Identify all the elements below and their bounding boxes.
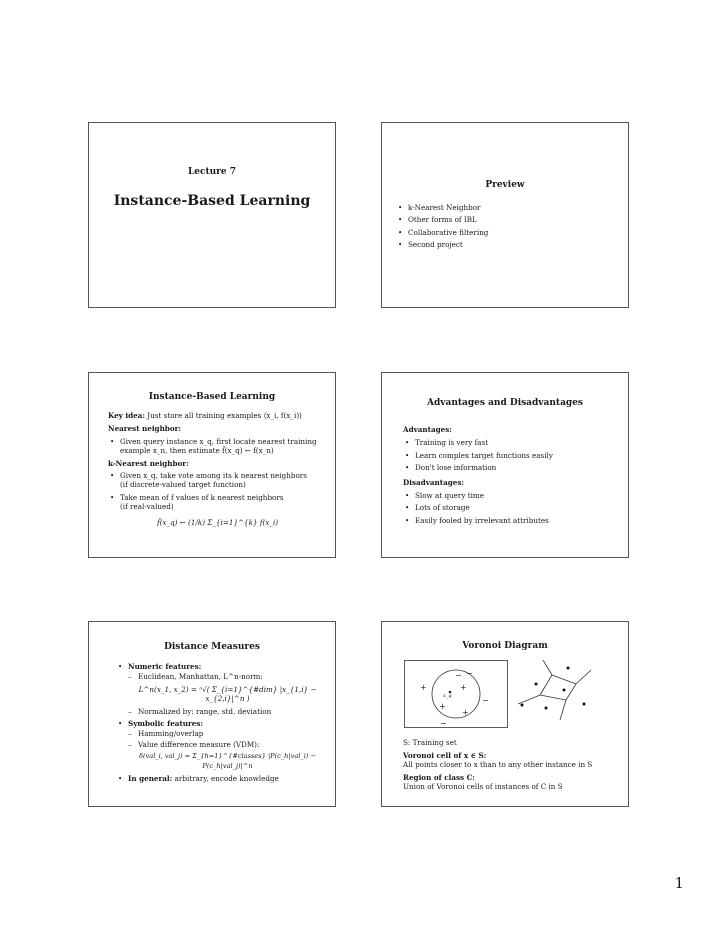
region-text: Union of Voronoi cells of instances of C in S: [403, 782, 563, 791]
point-label: −: [440, 719, 447, 728]
list-item: • Easily fooled by irrelevant attributes: [403, 516, 620, 525]
slide-advantages: [381, 372, 629, 558]
knn-item1-line1: • Given x_q, take vote among its k nearest neighbors: [120, 471, 307, 481]
lecture-number: Lecture 7: [187, 167, 237, 177]
slide-title: Instance-Based Learning: [148, 392, 276, 402]
knn-item2-line2: (if real-valued): [120, 502, 174, 512]
knn-item1-line2: (if discrete-valued target function): [120, 480, 246, 490]
key-idea-label: Key idea:: [108, 411, 145, 420]
region-label: Region of class C:: [403, 773, 475, 782]
list-item: • Don't lose information: [403, 463, 620, 472]
training-set-line: S: Training set: [403, 738, 457, 747]
nn-heading: Nearest neighbor:: [108, 424, 182, 434]
list-item: • Slow at query time: [403, 491, 620, 500]
nn-list: [108, 437, 327, 456]
sub-item: – Euclidean, Manhattan, L^n-norm:: [128, 672, 327, 681]
numeric-heading: • Numeric features:: [128, 662, 202, 671]
list-item: • Lots of storage: [403, 503, 620, 512]
numeric-sublist-2: [128, 707, 327, 716]
distance-list: [116, 662, 327, 783]
voronoi-cell-label: Voronoi cell of x ∈ S:: [403, 751, 487, 760]
query-label: x_q: [443, 693, 452, 699]
slide-body: [108, 411, 327, 527]
point-label: +: [460, 683, 467, 692]
knn-formula: f̂(x_q) ← (1/k) Σ_{i=1}^{k} f(x_i): [156, 517, 279, 527]
slide-voronoi: [381, 621, 629, 807]
list-item: [116, 774, 327, 783]
numeric-sublist: [128, 672, 327, 681]
list-item: [116, 662, 327, 716]
voronoi-cell-text: All points closer to x than to any other instance in S: [403, 760, 593, 769]
slide-body: [116, 662, 327, 786]
point-label: −: [455, 671, 462, 680]
list-item: • k-Nearest Neighbor: [396, 203, 618, 212]
list-item: [116, 719, 327, 771]
knn-heading: k-Nearest neighbor:: [108, 458, 189, 468]
slide-instance-based-learning: [88, 372, 336, 558]
sub-item: – Hamming/overlap: [128, 729, 327, 738]
slide-distance-measures: [88, 621, 336, 807]
point-label: +: [420, 683, 427, 692]
general-text: arbitrary, encode knowledge: [174, 774, 279, 784]
adv-list: [403, 438, 620, 472]
slide-title: Voronoi Diagram: [462, 641, 548, 651]
lecture-title: Instance-Based Learning: [113, 193, 311, 209]
slide-lecture-title: [88, 122, 336, 308]
knn-item2-line1: • Take mean of f values of k nearest neighbors: [120, 492, 284, 502]
list-item: [108, 493, 327, 512]
voronoi-sites: [521, 667, 586, 710]
list-item: • Second project: [396, 240, 618, 249]
point-label: −: [482, 696, 489, 705]
point-label: −: [466, 669, 473, 678]
voronoi-figure-right: [518, 660, 606, 720]
list-item: [108, 471, 327, 490]
nn-line1: • Given query instance x_q, first locate nearest training: [120, 436, 317, 446]
point-label: +: [462, 708, 469, 717]
list-item: [108, 437, 327, 456]
key-idea: [108, 411, 327, 420]
slide-title: Preview: [485, 180, 525, 190]
dis-list: [403, 491, 620, 525]
slide-body: [403, 738, 622, 791]
numeric-formula: L^n(x_1, x_2) = ⁿ√( Σ_{i=1}^{#dim} |x_{1,i} − x_{2,i}|^n ): [138, 684, 317, 704]
page-number: 1: [674, 874, 684, 892]
list-item: • Other forms of IBL: [396, 215, 618, 224]
slide-title: Advantages and Disadvantages: [427, 398, 583, 408]
knn-list: [108, 471, 327, 512]
nn-line2: example x_n, then estimate f̂(x_q) ← f(x_n): [120, 446, 274, 456]
list-item: • Collaborative filtering: [396, 228, 618, 237]
symbolic-heading: • Symbolic features:: [128, 719, 204, 729]
dis-heading: Disadvantages:: [403, 477, 465, 487]
sub-item: – Value difference measure (VDM):: [128, 740, 327, 749]
voronoi-figure-left: [404, 660, 508, 728]
list-item: • Training is very fast: [403, 438, 620, 447]
preview-list: [396, 203, 618, 253]
slide-preview: [381, 122, 629, 308]
list-item: • Learn complex target functions easily: [403, 451, 620, 460]
adv-heading: Advantages:: [403, 425, 452, 434]
point-label: +: [439, 702, 446, 711]
sub-item: – Normalized by: range, std. deviation: [128, 707, 327, 716]
key-idea-text: Just store all training examples ⟨x_i, f(x_i)⟩: [147, 411, 302, 420]
general-label: In general:: [128, 774, 173, 784]
vdm-formula: δ(val_i, val_j) = Σ_{h=1}^{#classes} |P(c_h|val_i) − P(c_h|val_j)|^n: [139, 752, 316, 770]
voronoi-edges: [518, 660, 591, 720]
slide-body: [403, 425, 620, 528]
symbolic-sublist: [128, 729, 327, 749]
slide-title: Distance Measures: [164, 642, 260, 652]
